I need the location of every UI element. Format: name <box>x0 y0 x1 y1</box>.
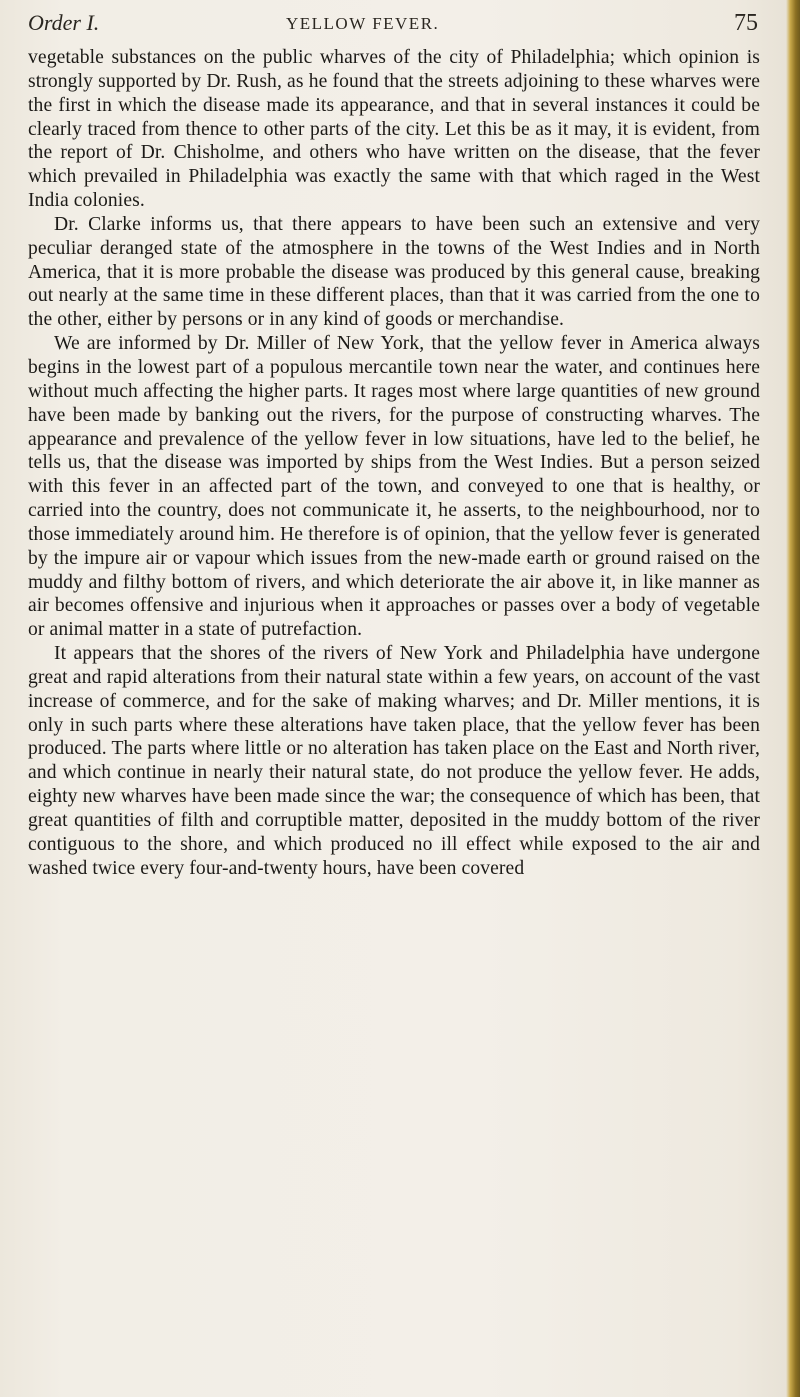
paragraph-1: vegetable substances on the public wharves of the city of Philadelphia; which opinion is strongly supported by Dr. Rush, as he found that the streets adjoining to these wharves were the first in which the disease made its appearance, and that in several instances it could be clearly traced from thence to other parts of the city. Let this be as it may, it is evident, from the report of Dr. Chisholme, and others who have written on the disease, that the fever which prevailed in Philadelphia was exactly the same with that which raged in the West India colonies. <box>28 47 760 212</box>
header-order-label: Order I. <box>28 10 100 35</box>
running-header <box>28 8 758 42</box>
paragraph-2: Dr. Clarke informs us, that there appears to have been such an extensive and very peculiar deranged state of the atmosphere in the towns of the West Indies and in North America, that it is more probable the disease was produced by this general cause, breaking out nearly at the same time in these different places, than that it was carried from the one to the other, either by persons or in any kind of goods or merchandise. <box>28 213 760 331</box>
paragraph-4: It appears that the shores of the rivers of New York and Philadelphia have undergone great and rapid alterations from their natural state within a few years, on account of the vast increase of commerce, and for the sake of making wharves; and Dr. Miller mentions, it is only in such parts where these alterations have taken place, that the yellow fever has been produced. The parts where little or no alteration has taken place on the East and North river, and which continue in nearly their natural state, do not produce the yellow fever. He adds, eighty new wharves have been made since the war; the consequence of which has been, that great quantities of filth and corruptible matter, deposited in the muddy bottom of the river contiguous to the shore, and which produced no ill effect while exposed to the air and washed twice every four-and-twenty hours, have been covered <box>28 643 760 879</box>
page-edge-binding <box>786 0 800 1397</box>
header-chapter-title: YELLOW FEVER. <box>286 14 440 33</box>
paragraph-3: We are informed by Dr. Miller of New York, that the yellow fever in America always begins in the lowest part of a populous mercantile town near the water, and continues here without much affecting the higher parts. It rages most where large quantities of new ground have been made by banking out the rivers, for the purpose of constructing wharves. The appearance and prevalence of the yellow fever in low situations, have led to the belief, he tells us, that the disease was imported by ships from the West Indies. But a person seized with this fever in an affected part of the town, and conveyed to one that is healthy, or carried into the country, does not communicate it, he asserts, to the neighbourhood, nor to those immediately around him. He therefore is of opinion, that the yellow fever is generated by the impure air or vapour which issues from the new-made earth or ground raised on the muddy and filthy bottom of rivers, and which deteriorate the air above it, in like manner as air becomes offensive and injurious when it approaches or passes over a body of vegetable or animal matter in a state of putrefaction. <box>28 333 760 641</box>
body-text <box>28 46 760 881</box>
page-number: 75 <box>734 10 758 36</box>
